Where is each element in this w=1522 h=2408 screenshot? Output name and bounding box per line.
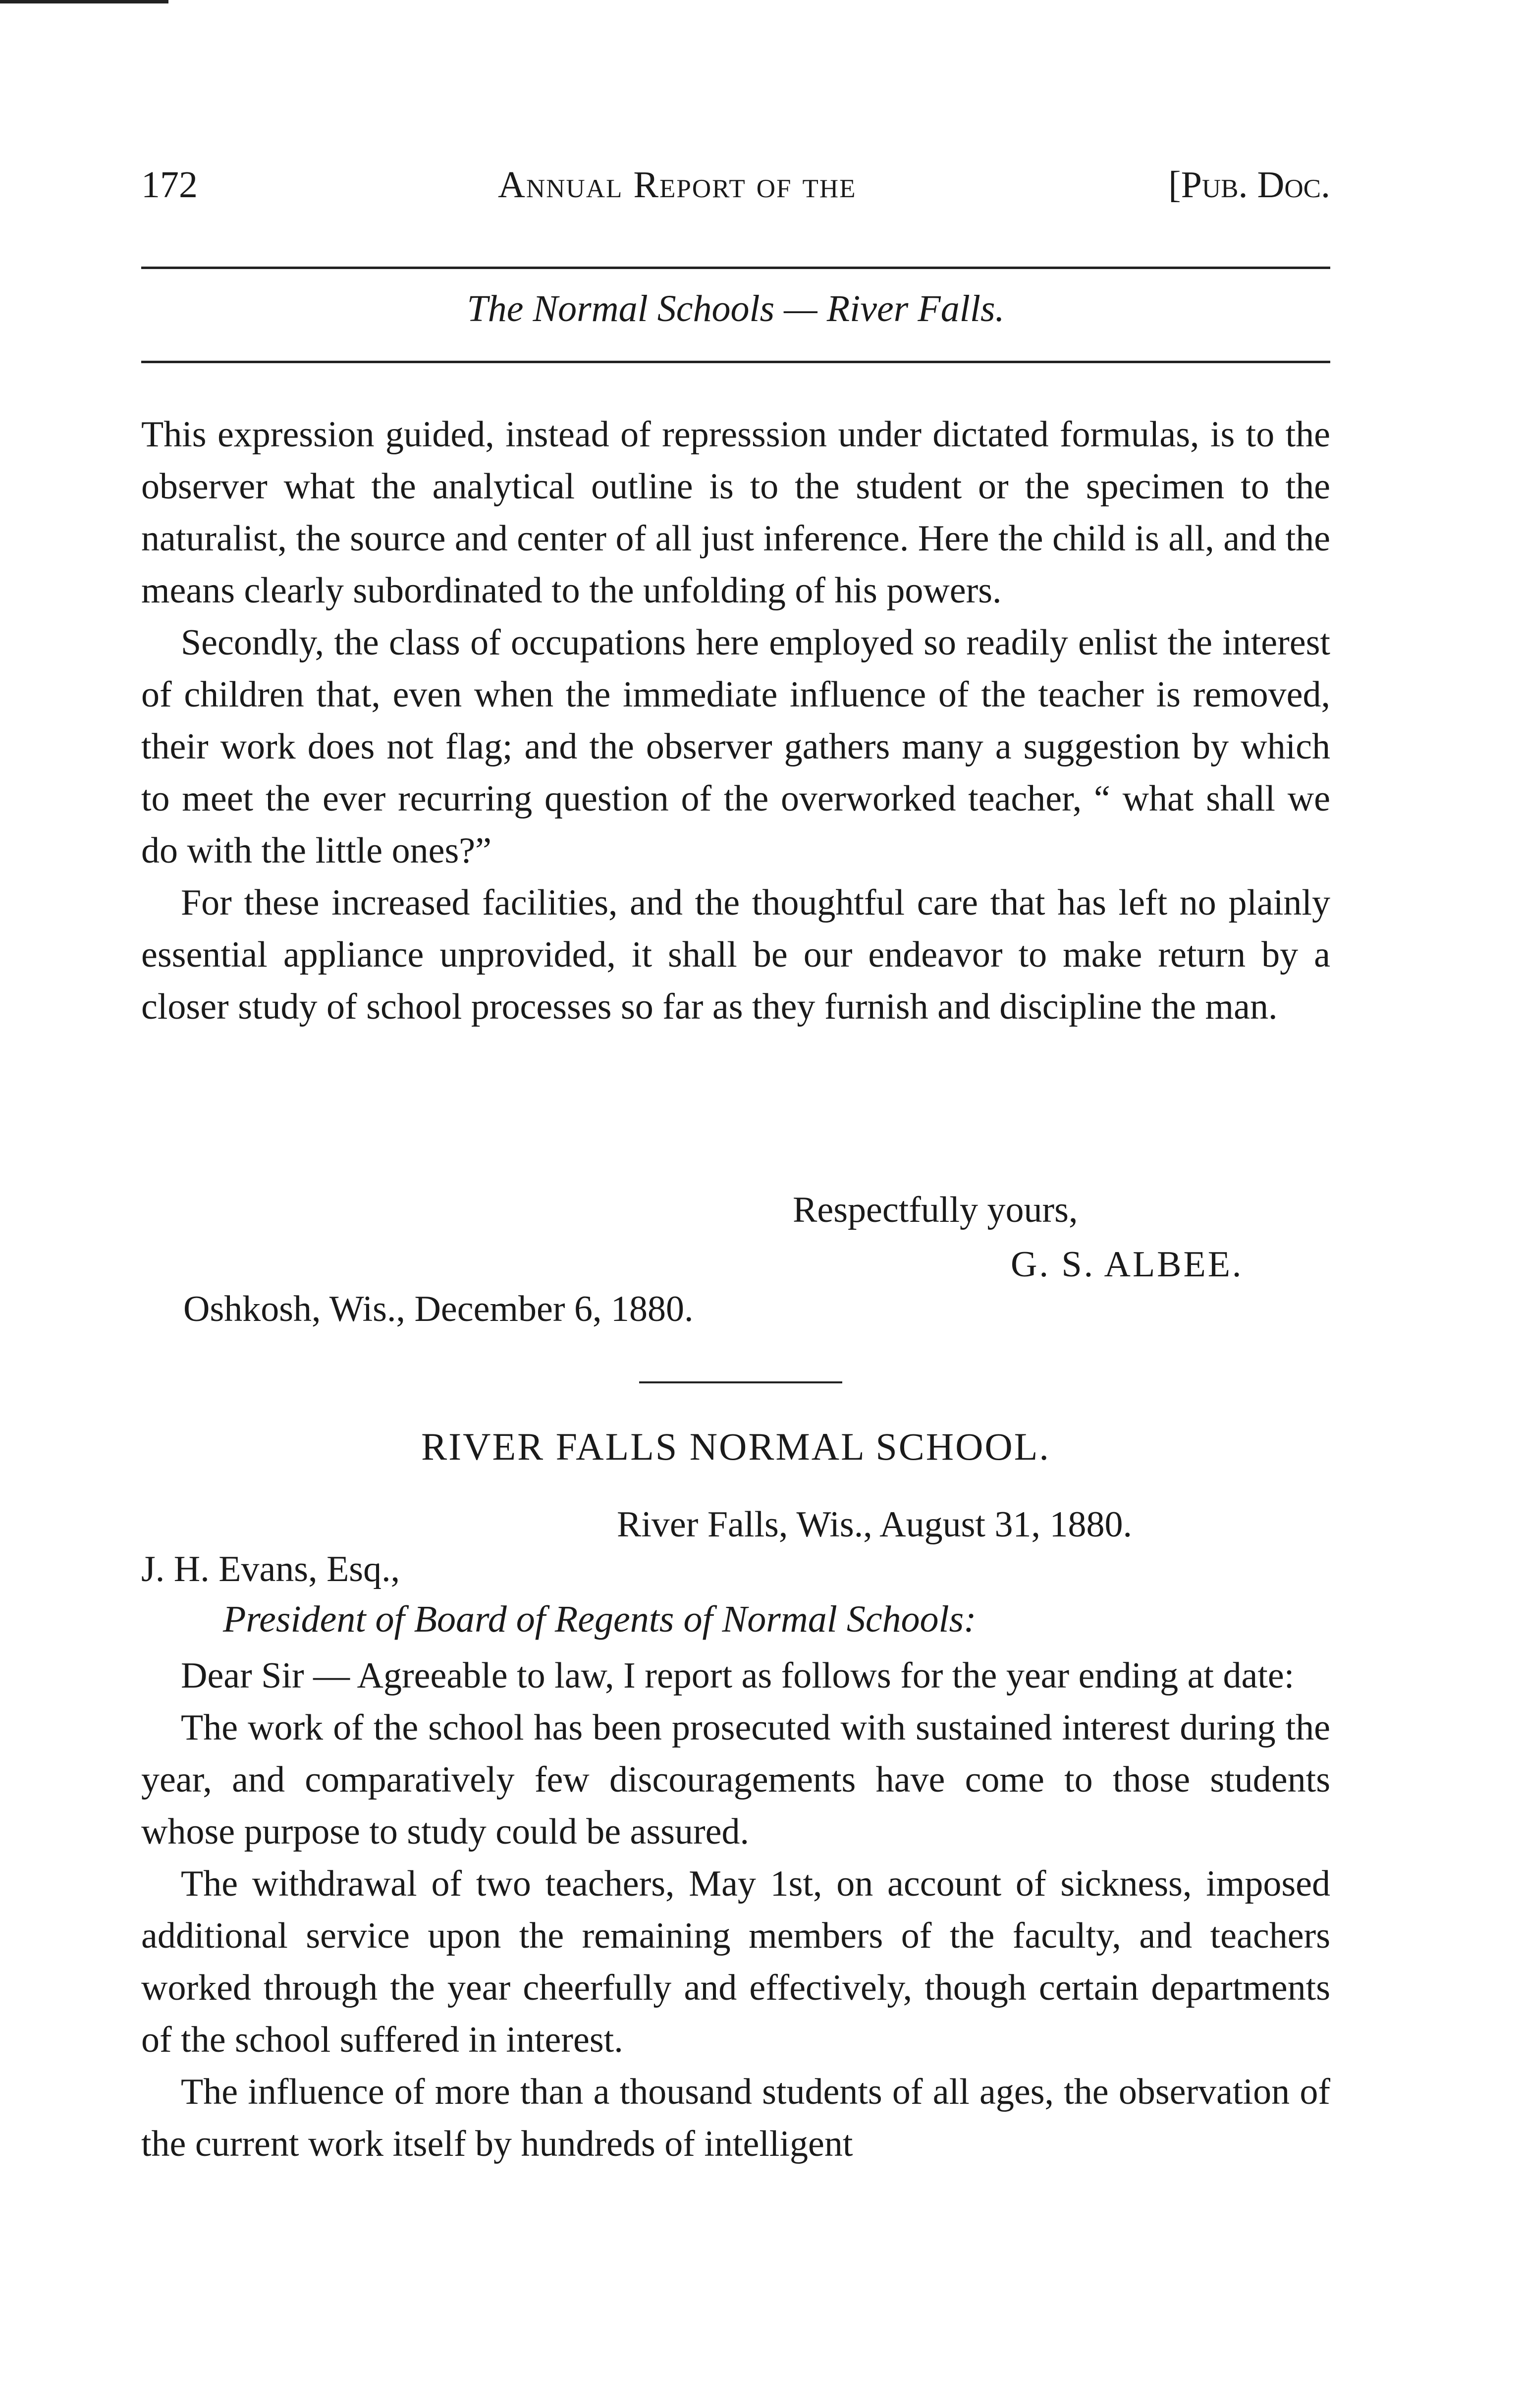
signature: G. S. ALBEE.	[1011, 1244, 1244, 1285]
paragraph: Secondly, the class of occupations here employed so readily enlist the interest of children that, even when the immediate influence of the teacher is removed, their work does not flag; and the observer gathers many a suggestion by which to meet the ever recurring question of the overworked teacher, “ what shall we do with the little ones?”	[141, 622, 1330, 871]
closing-place-date: Oshkosh, Wis., December 6, 1880.	[183, 1289, 694, 1329]
closing-salutation: Respectfully yours,	[793, 1190, 1078, 1230]
page-header	[141, 164, 1330, 218]
scan-edge-line	[0, 0, 168, 3]
paragraph: This expression guided, instead of represssion under dictated formulas, is to the observer what the analytical outline is to the student or the specimen to the naturalist, the source and center of all just inference. Here the child is all, and the means clearly subordinated to the unfolding of his powers.	[141, 414, 1330, 611]
paragraph: The influence of more than a thousand students of all ages, the observation of the current work itself by hundreds of intelligent	[141, 2072, 1330, 2164]
addressee-title: President of Board of Regents of Normal Schools:	[223, 1598, 977, 1640]
section-title: The Normal Schools — River Falls.	[467, 288, 1005, 329]
letter-place-date: River Falls, Wis., August 31, 1880.	[617, 1504, 1132, 1545]
school-heading: RIVER FALLS NORMAL SCHOOL.	[421, 1425, 1050, 1468]
paragraph: The work of the school has been prosecuted with sustained interest during the year, and comparatively few discouragements have come to those students whose purpose to study could be assured.	[141, 1707, 1330, 1852]
page-number: 172	[141, 164, 198, 206]
header-rule-bottom	[141, 361, 1330, 363]
running-title: Annual Report of the	[498, 164, 857, 206]
paragraph: The withdrawal of two teachers, May 1st, on account of sickness, imposed additional service upon the remaining members of the faculty, and teachers worked through the year cheerfully and effectively, though certain departments of the school suffered in interest.	[141, 1863, 1330, 2060]
header-rule-top	[141, 267, 1330, 269]
document-reference: [Pub. Doc.	[1168, 164, 1330, 206]
letter-body	[141, 1650, 1330, 2170]
letter-opening: Dear Sir — Agreeable to law, I report as follows for the year ending at date:	[181, 1655, 1295, 1696]
paragraph: For these increased facilities, and the thoughtful care that has left no plainly essential appliance unprovided, it shall be our endeavor to make return by a closer study of school processes so far as they furnish and discipline the man.	[141, 882, 1330, 1027]
body-text-top	[141, 409, 1330, 1033]
addressee: J. H. Evans, Esq.,	[141, 1549, 400, 1589]
section-divider	[639, 1381, 842, 1383]
